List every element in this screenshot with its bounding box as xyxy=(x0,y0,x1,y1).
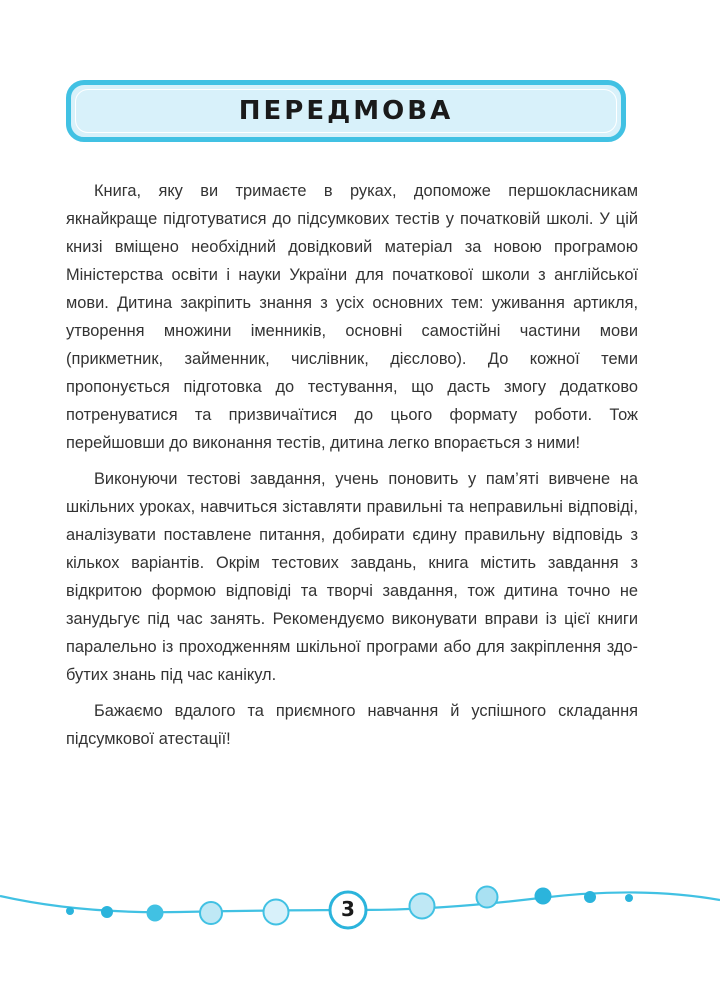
footer-dot xyxy=(535,888,552,905)
preface-text xyxy=(66,177,638,761)
footer-dot xyxy=(264,900,289,925)
footer-dot xyxy=(625,894,633,902)
page-title: ПЕРЕДМОВА xyxy=(238,96,454,126)
footer-dot xyxy=(410,894,435,919)
footer-dot xyxy=(477,887,498,908)
footer-dot xyxy=(200,902,222,924)
paragraph-1: Книга, яку ви тримаєте в руках, допоможе першокласникам якнайкраще підготуватися до підсумкових тестів у початковій школі. У цій книзі вміщено необхідний довідковий матеріал за новою програмою Міністерства освіти і науки України для початкової школи з англійської мови. Дитина закріпить знання з усіх основних тем: уживання артикля, утворення множини іменників, основні самостійні частини мови (прикметник, займенник, числівник, дієслово). До кожної теми пропонується підготовка до тестування, що дасть змогу додатково потренуватися та призвичаїтися до цього формату роботи. Тож перейшовши до виконання тестів, дитина легко впорається з ними! xyxy=(66,182,638,452)
footer-dot xyxy=(584,891,596,903)
paragraph-3: Бажаємо вдалого та приємного навчання й успішного складання підсумкової атестації! xyxy=(66,702,638,748)
footer-dot xyxy=(101,906,113,918)
footer-dot xyxy=(147,905,164,922)
paragraph-2: Виконуючи тестові завдання, учень поновить у пам’яті вивчене на шкільних уроках, навчиться зіставляти правильні та неправильні відповіді, аналізувати поставлене питання, добирати єдину правильну відповідь з кількох варіантів. Окрім тестових завдань, книга містить завдання з відкритою формою відповіді та творчі завдання, тож дитина точно не занудьгує під час занять. Рекомендуємо виконувати вправи із цієї книги паралельно із проходженням шкільної програми або для закріплення здобутих знань під час канікул. xyxy=(66,470,638,684)
page-number: 3 xyxy=(341,897,355,921)
footer-dot xyxy=(66,907,74,915)
title-banner xyxy=(66,80,626,142)
